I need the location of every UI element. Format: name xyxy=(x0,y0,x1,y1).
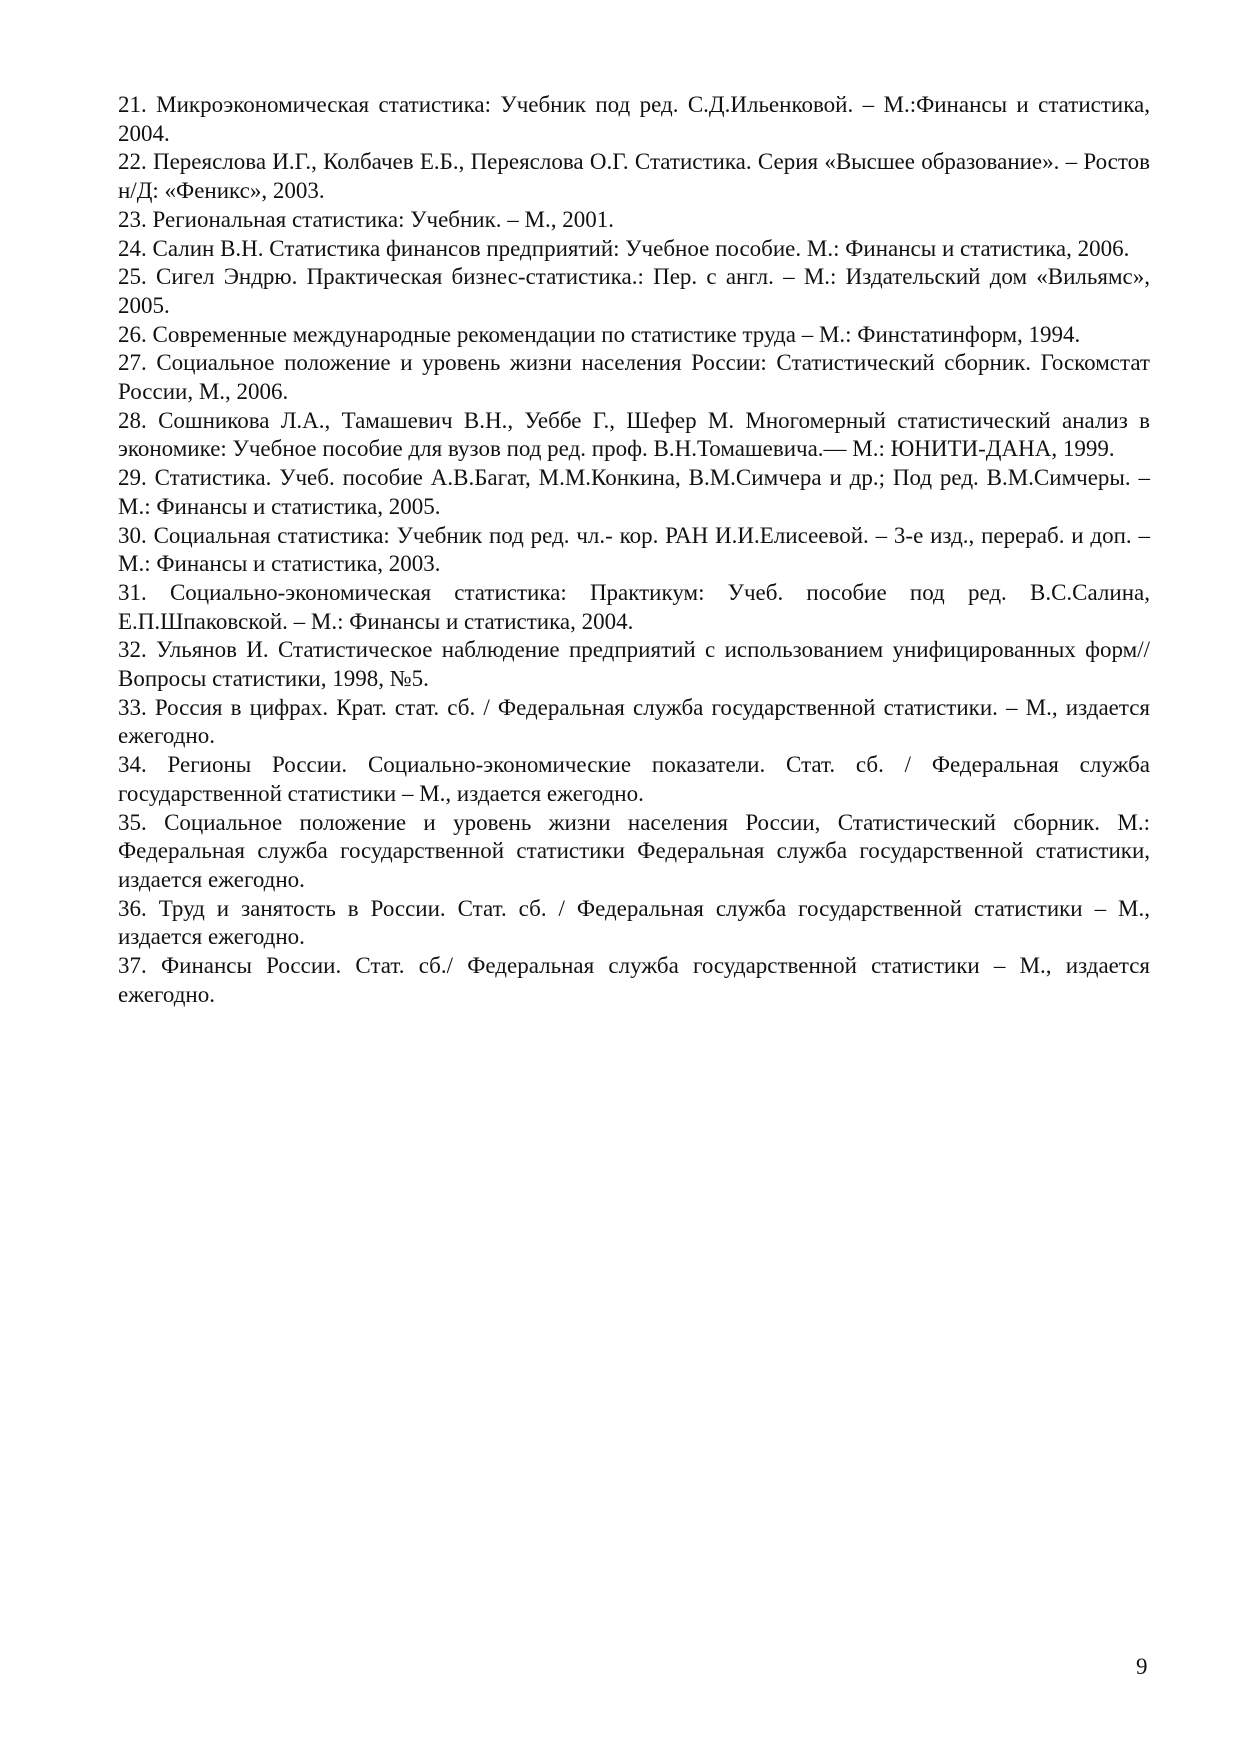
reference-item: 31. Социально-экономическая статистика: Практикум: Учеб. пособие под ред. В.С.Салина, Е.П.Шпаковской. – М.: Финансы и статистика, 2004. xyxy=(118,579,1150,634)
reference-item: 30. Социальная статистика: Учебник под ред. чл.- кор. РАН И.И.Елисеевой. – 3-е изд., перераб. и доп. – М.: Финансы и статистика, 2003. xyxy=(118,522,1150,577)
reference-item: 32. Ульянов И. Статистическое наблюдение предприятий с использованием унифицированных форм//Вопросы статистики, 1998, №5. xyxy=(118,637,1150,692)
reference-item: 22. Переяслова И.Г., Колбачев Е.Б., Переяслова О.Г. Статистика. Серия «Высшее образование». – Ростов н/Д: «Феникс», 2003. xyxy=(118,149,1150,204)
reference-item: 37. Финансы России. Стат. сб./ Федеральная служба государственной статистики – М., издается ежегодно. xyxy=(118,953,1150,1007)
reference-item: 34. Регионы России. Социально-экономические показатели. Стат. сб. / Федеральная служба государственной статистики – М., издается ежегодно. xyxy=(118,752,1150,806)
reference-item: 27. Социальное положение и уровень жизни населения России: Статистический сборник. Госкомстат России, М., 2006. xyxy=(118,350,1150,405)
reference-item: 24. Салин В.Н. Статистика финансов предприятий: Учебное пособие. М.: Финансы и статистика, 2006. xyxy=(118,235,1130,261)
reference-item: 28. Сошникова Л.А., Тамашевич В.Н., Уеббе Г., Шефер М. Многомерный статистический анализ в экономике: Учебное пособие для вузов под ред. проф. В.Н.Томашевича.— М.: ЮНИТИ-ДАНА, 1999. xyxy=(118,407,1150,462)
reference-item: 33. Россия в цифрах. Крат. стат. сб. / Федеральная служба государственной статистики. – М., издается ежегодно. xyxy=(118,694,1150,749)
reference-item: 36. Труд и занятость в России. Стат. сб. / Федеральная служба государственной статистики – М., издается ежегодно. xyxy=(118,895,1150,950)
reference-item: 23. Региональная статистика: Учебник. – М., 2001. xyxy=(118,206,614,232)
reference-item: 25. Сигел Эндрю. Практическая бизнес-статистика.: Пер. с англ. – М.: Издательский дом «Вильямс», 2005. xyxy=(118,264,1150,318)
reference-item: 35. Социальное положение и уровень жизни населения России, Статистический сборник. М.: Федеральная служба государственной статистики Федеральная служба государственной статистики, издается ежегодно. xyxy=(118,809,1150,892)
reference-item: 29. Статистика. Учеб. пособие А.В.Багат, М.М.Конкина, В.М.Симчера и др.; Под ред. В.М.Симчеры. – М.: Финансы и статистика, 2005. xyxy=(118,465,1150,519)
page-number: 9 xyxy=(1136,1654,1148,1679)
reference-item: 26. Современные международные рекомендации по статистике труда – М.: Финстатинформ, 1994. xyxy=(118,321,1081,347)
reference-item: 21. Микроэкономическая статистика: Учебник под ред. С.Д.Ильенковой. – М.:Финансы и статистика, 2004. xyxy=(118,92,1150,146)
reference-list xyxy=(118,91,1150,1010)
